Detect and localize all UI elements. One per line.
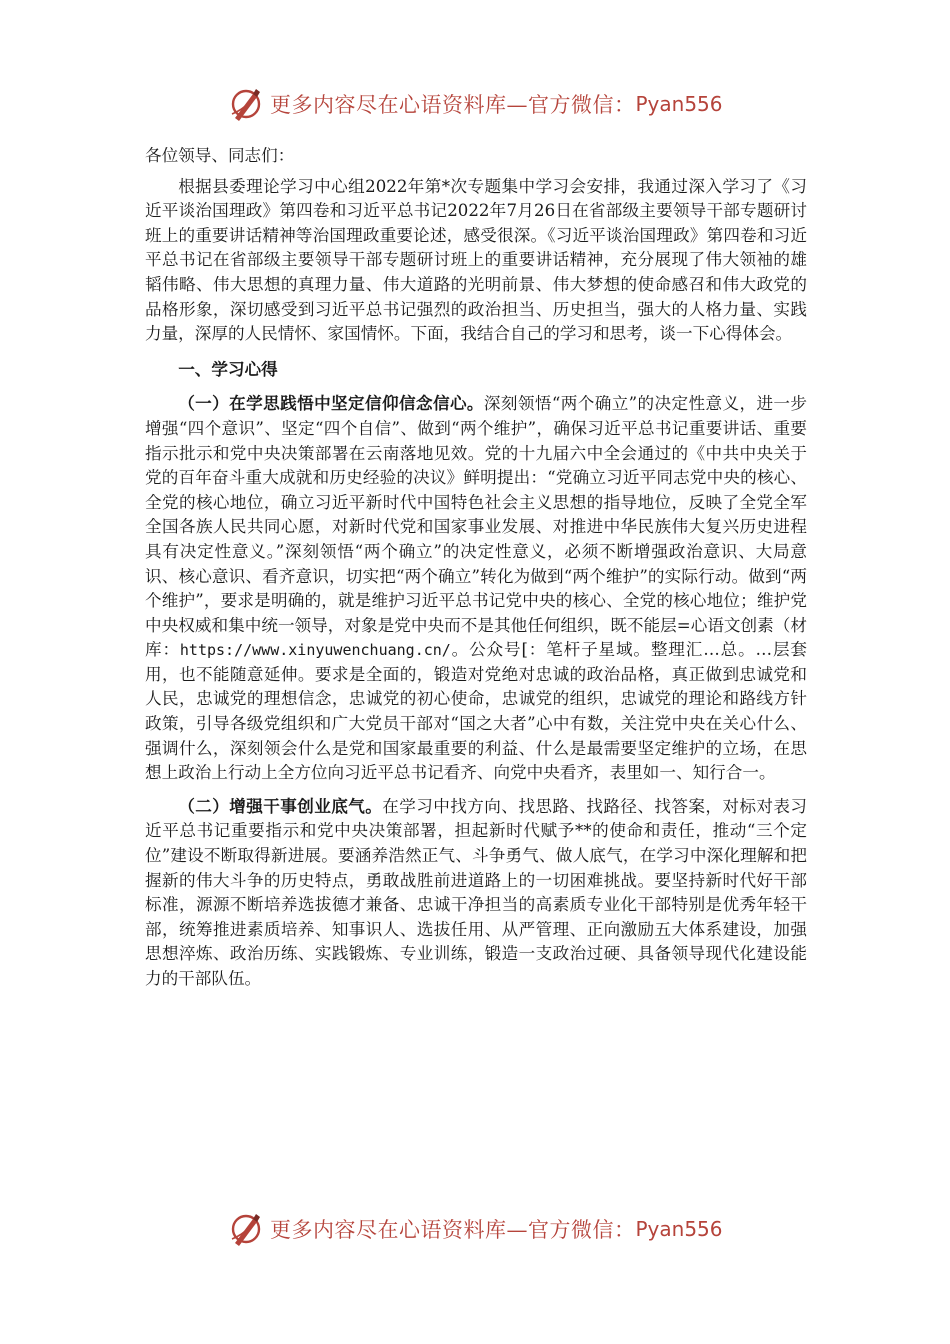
subsection-2-text: 在学习中找方向、找思路、找路径、找答案，对标对表习近平总书记重要指示和党中央决策部署，担起新时代赋予**的使命和责任，推动“三个定位”建设不断取得新进展。要涵养浩然正气、斗争勇气、做人底气，在学习中深化理解和把握新的伟大斗争的历史特点，勇敢战胜前进道路上的一切困难挑战。要坚持新时代好干部标准，源源不断培养选拔德才兼备、忠诚干净担当的高素质专业化干部特别是优秀年轻干部，统筹推进素质培养、知事识人、选拔任用、从严管理、正向激励五大体系建设，加强思想淬炼、政治历练、实践锻炼、专业训练，锻造一支政治过硬、具备领导现代化建设能力的干部队伍。 [145,796,808,988]
section-heading-1: 一、学习心得 [178,358,278,379]
document-body [145,140,807,992]
pen-logo-icon [226,84,266,124]
banner-text: 更多内容尽在心语资料库—官方微信： [270,1218,636,1242]
subsection-2-lead: （二）增强干事创业底气。 [178,795,383,816]
footer-banner [226,1207,723,1251]
subsection-1-url: https://www.xinyuwenchuang.cn/ [179,641,451,660]
subsection-1-text-b: 。公众号[：笔杆子星域。整理汇…总。…层套用，也不能随意延伸。要求是全面的，锻造对党绝对忠诚的政治品格，真正做到忠诚党和人民，忠诚党的理想信念，忠诚党的初心使命，忠诚党的组织，忠诚党的理论和路线方针政策，引导各级党组织和广大党员干部对“国之大者”心中有数，关注党中央在关心什么、强调什么，深刻领会什么是党和国家最重要的利益、什么是最需要坚定维护的立场，在思想上政治上行动上全方位向习近平总书记看齐、向党中央看齐，表里如一、知行合一。 [145,640,807,783]
subsection-1-lead: （一）在学思践悟中坚定信仰信念信心。 [178,393,484,414]
banner-wechat-id: Pyan556 [635,1217,723,1241]
banner-text: 更多内容尽在心语资料库—官方微信： [270,93,636,117]
subsection-1-text-a: 深刻领悟“两个确立”的决定性意义，进一步增强“四个意识”、坚定“四个自信”、做到“两个维护”，确保习近平总书记重要讲话、重要指示批示和党中央决策部署在云南落地见效。党的十九届六中全会通过的《中共中央关于党的百年奋斗重大成就和历史经验的决议》鲜明提出：“党确立习近平同志党中央的核心、全党的核心地位，确立习近平新时代中国特色社会主义思想的指导地位，反映了全党全军全国各族人民共同心愿，对新时代党和国家事业发展、对推进中华民族伟大复兴历史进程具有决定性意义。”深刻领悟“两个确立”的决定性意义，必须不断增强政治意识、大局意识、核心意识、看齐意识，切实把“两个确立”转化为做到“两个维护”的实际行动。做到“两个维护”，要求是明确的，就是维护习近平总书记党中央的核心、全党的核心地位；维护党中央权威和集中统一领导，对象是党中央而不是其他任何组织，既不能层=心语文创素（材库： [145,394,808,660]
header-banner [226,82,723,126]
banner-wechat-id: Pyan556 [635,92,723,116]
greeting: 各位领导、同志们： [145,146,295,165]
subsection-2-paragraph [145,794,807,992]
intro-paragraph: 根据县委理论学习中心组2022年第*次专题集中学习会安排，我通过深入学习了《习近平谈治国理政》第四卷和习近平总书记2022年7月26日在省部级主要领导干部专题研讨班上的重要讲话精神等治国理政重要论述，感受很深。《习近平谈治国理政》第四卷和习近平总书记在省部级主要领导干部专题研讨班上的重要讲话精神，充分展现了伟大领袖的雄韬伟略、伟大思想的真理力量、伟大道路的光明前景、伟大梦想的使命感召和伟大政党的品格形象，深切感受到习近平总书记强烈的政治担当、历史担当，强大的人格力量、实践力量，深厚的人民情怀、家国情怀。下面，我结合自己的学习和思考，谈一下心得体会。 [145,176,807,344]
pen-logo-icon [226,1209,266,1249]
subsection-1-paragraph [145,391,807,786]
